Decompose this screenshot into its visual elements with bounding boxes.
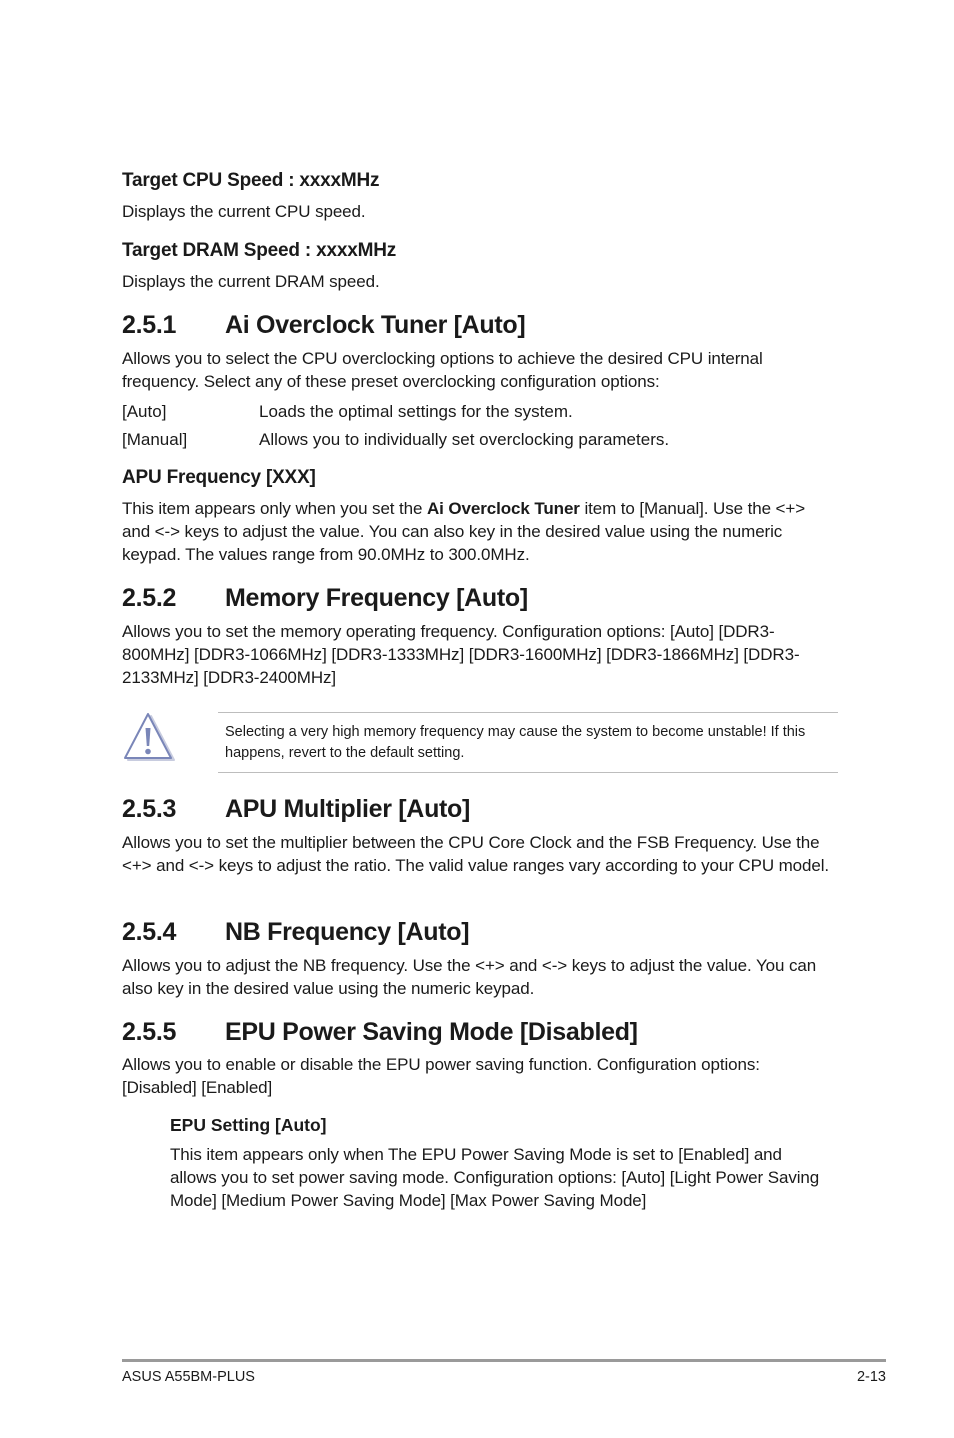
target-dram-heading: Target DRAM Speed : xxxxMHz: [122, 240, 397, 261]
section-number: 2.5.2: [122, 584, 177, 612]
section-title: EPU Power Saving Mode [Disabled]: [225, 1018, 638, 1046]
section-title: APU Multiplier [Auto]: [225, 795, 471, 823]
section-2-5-3-heading: [122, 794, 470, 824]
section-number: 2.5.4: [122, 918, 177, 946]
footer-model-name: ASUS A55BM-PLUS: [122, 1369, 255, 1385]
section-2-5-1-desc: Allows you to select the CPU overclocking options to achieve the desired CPU internal frequency. Select any of these preset overclocking configuration options:: [122, 349, 763, 391]
note-bottom-rule: [218, 772, 838, 773]
note-top-rule: [218, 712, 838, 713]
warning-triangle-icon: [124, 712, 176, 764]
section-2-5-4-heading: [122, 917, 469, 947]
section-title: Ai Overclock Tuner [Auto]: [225, 311, 526, 339]
section-2-5-1-heading: [122, 310, 525, 340]
section-2-5-3-desc: Allows you to set the multiplier between the CPU Core Clock and the FSB Frequency. Use the <+> and <-> keys to adjust the ratio. The valid value ranges vary according to your CPU model.: [122, 833, 830, 875]
footer-page-number: 2-13: [856, 1369, 886, 1385]
section-number: 2.5.1: [122, 311, 177, 339]
desc-post: item to [Manual]. Use the <+> and <-> keys to adjust the value. You can also key in the desired value using the numeric keypad. The values range from 90.0MHz to 300.0MHz.: [122, 499, 806, 564]
option-key: [Auto]: [122, 402, 167, 421]
desc-bold-term: Ai Overclock Tuner: [427, 499, 580, 518]
target-dram-desc: Displays the current DRAM speed.: [122, 272, 380, 291]
target-cpu-desc: Displays the current CPU speed.: [122, 202, 366, 221]
footer-rule: [122, 1359, 886, 1362]
epu-setting-heading: EPU Setting [Auto]: [170, 1115, 327, 1135]
warning-text: Selecting a very high memory frequency may cause the system to become unstable! If this happens, revert to the default setting.: [225, 724, 806, 761]
section-2-5-2-heading: [122, 583, 528, 613]
target-cpu-heading: Target CPU Speed : xxxxMHz: [122, 170, 380, 191]
desc-pre: This item appears only when you set the: [122, 499, 427, 518]
section-2-5-2-desc: Allows you to set the memory operating frequency. Configuration options: [Auto] [DDR3-800MHz] [DDR3-1066MHz] [DDR3-1333MHz] [DDR3-1600MHz] [DDR3-1866MHz] [DDR3-2133MHz] [DDR3-2400MHz]: [122, 622, 800, 687]
option-value: Allows you to individually set overclocking parameters.: [259, 430, 670, 449]
section-2-5-4-desc: Allows you to adjust the NB frequency. Use the <+> and <-> keys to adjust the value. You can also key in the desired value using the numeric keypad.: [122, 956, 817, 998]
section-number: 2.5.3: [122, 795, 177, 823]
apu-frequency-desc: [122, 497, 832, 566]
section-2-5-5-heading: [122, 1017, 638, 1047]
section-title: NB Frequency [Auto]: [225, 918, 470, 946]
section-2-5-5-desc: Allows you to enable or disable the EPU power saving function. Configuration options: [Disabled] [Enabled]: [122, 1055, 760, 1097]
section-title: Memory Frequency [Auto]: [225, 584, 528, 612]
option-value: Loads the optimal settings for the system.: [259, 402, 573, 421]
option-row-auto: [122, 400, 573, 423]
section-number: 2.5.5: [122, 1018, 177, 1046]
option-row-manual: [122, 428, 669, 451]
apu-frequency-heading: APU Frequency [XXX]: [122, 467, 316, 488]
option-key: [Manual]: [122, 430, 188, 449]
epu-setting-desc: This item appears only when The EPU Power Saving Mode is set to [Enabled] and allows you to set power saving mode. Configuration options: [Auto] [Light Power Saving Mode] [Medium Power Saving Mode] [Max Power Saving Mode]: [170, 1145, 820, 1210]
